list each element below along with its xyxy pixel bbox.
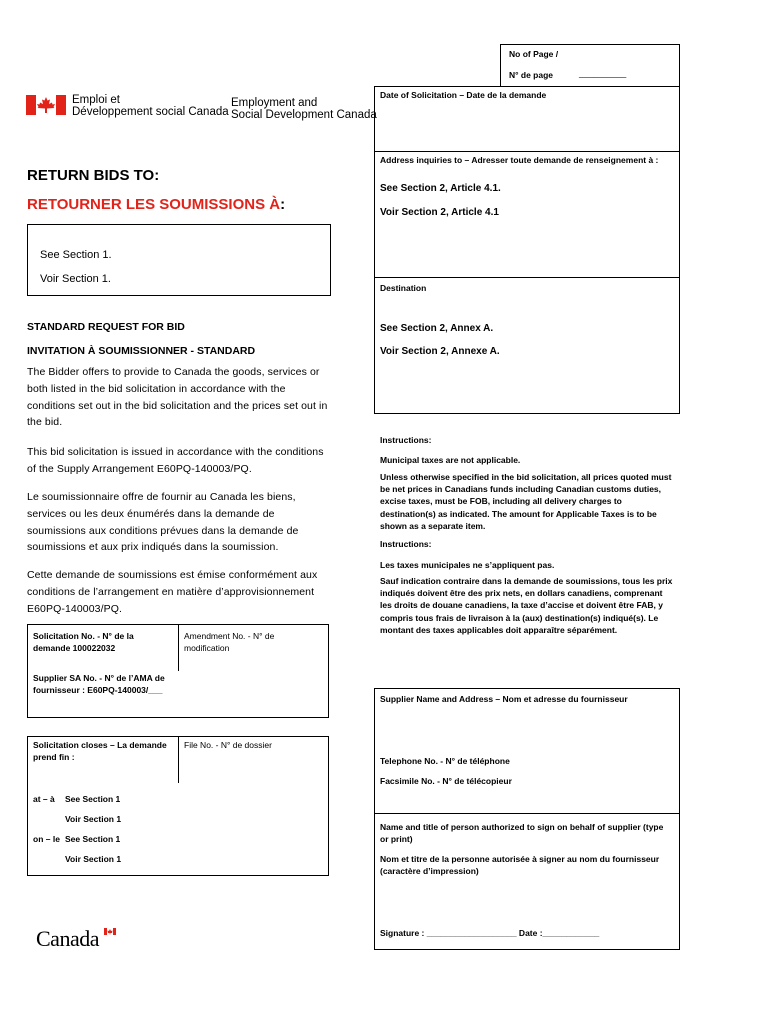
closes-vertical-divider	[178, 737, 179, 783]
file-number: File No. - N° de dossier	[184, 740, 272, 750]
wordmark-flag-icon	[104, 928, 116, 935]
telephone-label: Telephone No. - N° de téléphone	[380, 756, 510, 766]
at-label: at – à	[33, 794, 55, 804]
canada-flag-icon	[26, 95, 66, 115]
destination-voir-section: Voir Section 2, Annexe A.	[380, 346, 500, 357]
address-see-section: See Section 2, Article 4.1.	[380, 183, 501, 194]
address-inquiries-box	[374, 152, 680, 278]
bidder-offer-paragraph: The Bidder offers to provide to Canada the goods, services or both listed in the bid solicitation in accordance with the conditions set out in the bid solicitation and the prices set out in the bid.	[27, 366, 328, 429]
municipal-taxes-en: Municipal taxes are not applicable.	[380, 455, 521, 466]
on-see-section: See Section 1	[65, 834, 121, 844]
authorized-person-en: Name and title of person authorized to sign on behalf of supplier (type or print)	[380, 822, 664, 845]
destination-label: Destination	[380, 283, 427, 293]
dept-en-line1: Employment and	[231, 97, 318, 109]
supplier-box	[374, 688, 680, 950]
grid-vertical-divider	[178, 625, 179, 671]
destination-see-section: See Section 2, Annex A.	[380, 323, 494, 334]
soumissionnaire-paragraph: Le soumissionnaire offre de fournir au Canada les biens, services ou les deux énumérés dans la demande de soumissions aux conditions prévues dans la demande de soumissions et aux prix indiqués dans la soumission.	[27, 491, 299, 554]
on-voir-section: Voir Section 1	[65, 854, 122, 864]
wordmark-text: Canad	[36, 926, 90, 951]
date-label: Date of Solicitation – Date de la demande	[380, 90, 547, 100]
department-name-en	[231, 97, 377, 121]
dept-fr-line2: Développement social Canada	[72, 106, 229, 118]
date-of-solicitation-box	[374, 86, 680, 152]
return-bids-heading: RETURN BIDS TO:	[27, 167, 160, 184]
solicitation-info-box	[27, 624, 329, 718]
department-name-fr	[72, 94, 229, 118]
page-label-fr: N° de page	[509, 70, 554, 80]
instructions-label-fr: Instructions:	[380, 539, 432, 550]
supplier-sa-number: Supplier SA No. - N° de l’AMA de fournisseur : E60PQ-140003/___	[33, 673, 165, 696]
authorized-person-fr: Nom et titre de la personne autorisée à signer au nom du fournisseur (caractère d’impression)	[380, 854, 660, 877]
page-value: __________	[579, 68, 627, 78]
standard-request-heading: STANDARD REQUEST FOR BID	[27, 321, 185, 333]
supply-arrangement-paragraph: This bid solicitation is issued in accordance with the conditions of the Supply Arrangement E60PQ-140003/PQ.	[27, 446, 324, 475]
return-address-box	[27, 224, 331, 296]
pricing-conditions-en: Unless otherwise specified in the bid solicitation, all prices quoted must be net prices in Canadians funds including Canadian customs duties, excise taxes, must be FOB, including all delivery charges to destination(s) as indicated. The amount for Applicable Taxes is to be shown as a separate item.	[380, 471, 672, 531]
address-voir-section: Voir Section 2, Article 4.1	[380, 207, 499, 218]
destination-box	[374, 277, 680, 414]
on-label: on – le	[33, 834, 60, 844]
arrangement-paragraph: Cette demande de soumissions est émise conformément aux conditions de l’arrangement en matière d’approvisionnement E60PQ-140003/PQ.	[27, 569, 318, 615]
at-voir-section: Voir Section 1	[65, 814, 122, 824]
page-label-en: No of Page /	[509, 49, 559, 59]
canada-wordmark	[36, 926, 99, 952]
instructions-section	[380, 434, 675, 636]
solicitation-closes-label: Solicitation closes – La demande prend fin :	[33, 740, 167, 763]
signature-line: Signature : ___________________ Date :____________	[380, 928, 600, 938]
facsimile-label: Facsimile No. - N° de télécopieur	[380, 776, 512, 786]
voir-section-1: Voir Section 1.	[40, 273, 111, 285]
pricing-conditions-fr: Sauf indication contraire dans la demande de soumissions, tous les prix indiqués doivent être des prix nets, en dollars canadiens, comprenant les droits de douane canadiens, la taxe d’accise et doivent être FAB, y compris tous frais de livraison à la (aux) destination(s) indiqué(s). Le montant des taxes applicables doit apparaître séparément.	[380, 575, 673, 636]
dept-fr-line1: Emploi et	[72, 94, 120, 106]
dept-en-line2: Social Development Canada	[231, 109, 377, 121]
municipal-taxes-fr: Les taxes municipales ne s’appliquent pas.	[380, 559, 555, 570]
retourner-colon: :	[280, 196, 286, 213]
page-number-box	[500, 44, 680, 86]
solicitation-closes-box	[27, 736, 329, 876]
wordmark-last-letter: a	[89, 926, 99, 951]
at-see-section: See Section 1	[65, 794, 121, 804]
invitation-heading: INVITATION À SOUMISSIONNER - STANDARD	[27, 345, 256, 357]
supplier-name-label: Supplier Name and Address – Nom et adresse du fournisseur	[380, 694, 628, 704]
see-section-1: See Section 1.	[40, 249, 112, 261]
retourner-soumissions-heading	[27, 196, 285, 213]
divider-line	[375, 813, 679, 814]
solicitation-number: Solicitation No. - N° de la demande 100022032	[33, 631, 134, 654]
instructions-label-en: Instructions:	[380, 435, 432, 445]
amendment-number: Amendment No. - N° de modification	[184, 631, 275, 654]
address-label: Address inquiries to – Adresser toute demande de renseignement à :	[380, 155, 659, 165]
retourner-text: RETOURNER LES SOUMISSIONS À	[27, 196, 281, 213]
